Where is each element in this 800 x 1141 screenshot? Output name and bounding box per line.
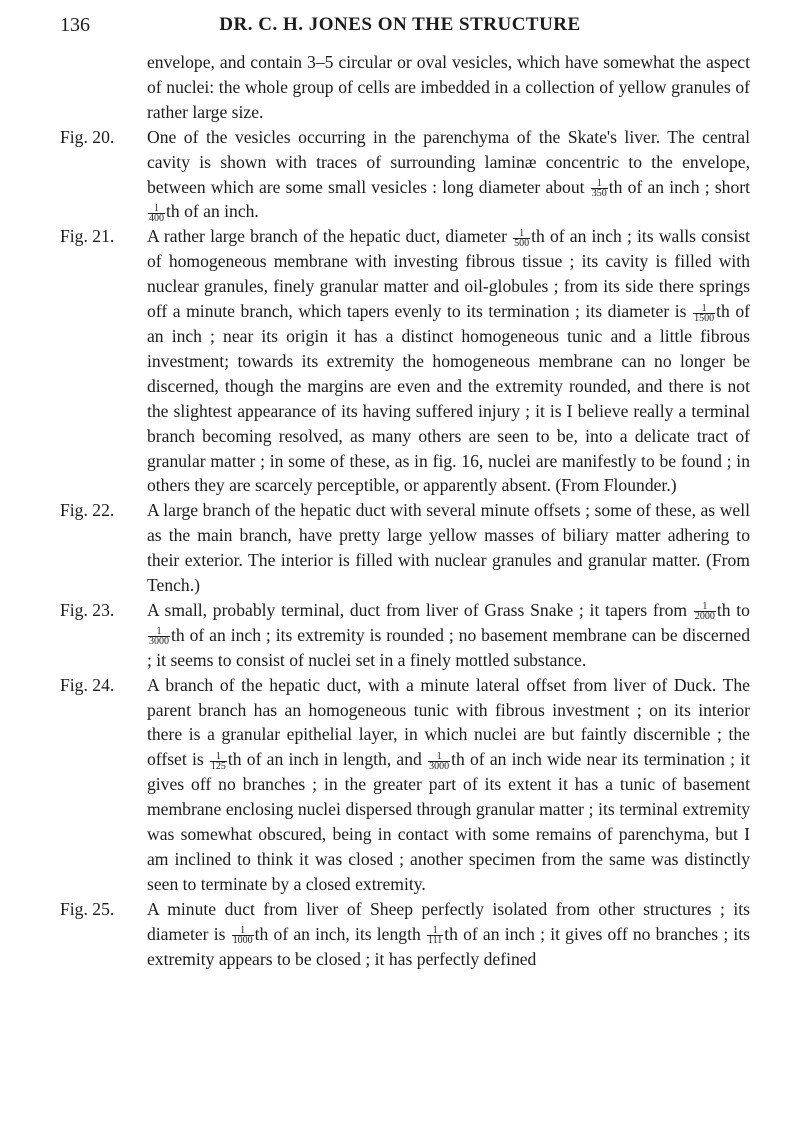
- body-text: [60, 50, 750, 972]
- fig-24-text-1: A branch of the hepatic duct, with a minute lateral offset from liver of Duck. The parent branch has an homogeneous tunic with fibrous investment ; on its interior there is a granular epithelial layer, in which nuclei are but faintly discernible ; the offset is: [147, 674, 750, 770]
- fig-25-entry: [60, 897, 750, 972]
- fig-23-text-1: A small, probably terminal, duct from liver of Grass Snake ; it tapers from: [147, 599, 688, 620]
- fraction: $\frac{1}{500}$: [514, 227, 530, 249]
- fraction: $\frac{1}{3000}$: [149, 626, 169, 648]
- fig-22-text-1: A large branch of the hepatic duct with several minute offsets ; some of these, as well as the main branch, have pretty large yellow masses of biliary matter adhering to their exterior. The interior is filled with nuclear granules and granular matter. (From Tench.): [147, 500, 750, 596]
- fig-21-label: Fig. 21.: [60, 226, 115, 247]
- fig-25-text-1: A minute duct from liver of Sheep perfectly isolated from other structures ; its diameter is: [147, 898, 750, 944]
- fraction: $\frac{1}{350}$: [591, 178, 607, 200]
- fig-20-entry: [60, 125, 750, 225]
- intro-text: envelope, and contain 3–5 circular or oval vesicles, which have somewhat the aspect of nuclei: the whole group of cells are imbedded in a collection of yellow granules of rather large size.: [147, 52, 750, 122]
- fig-20-text-2: th of an inch ; short: [608, 176, 751, 197]
- page-number: 136: [60, 14, 90, 36]
- fig-22-label: Fig. 22.: [60, 500, 115, 521]
- fig-24-label: Fig. 24.: [60, 674, 115, 695]
- fig-23-text-3: th of an inch ; its extremity is rounded ; no basement membrane can be discerned ; it seems to consist of nuclei set in a finely mottled substance.: [147, 624, 750, 670]
- intro-paragraph: [60, 50, 750, 125]
- fig-24-text-3: th of an inch wide near its termination ; it gives off no branches ; in the greater part of its extent it has a tunic of basement membrane enclosing nuclei dispersed through granular matter ; its terminal extremity was somewhat obscured, being in contact with some remains of parenchyma, but I am inclined to think it was closed ; another specimen from the same was distinctly seen to terminate by a closed extremity.: [147, 749, 751, 894]
- fig-23-label: Fig. 23.: [60, 599, 115, 620]
- fig-24-text-2: th of an inch in length, and: [227, 749, 422, 770]
- fig-23-entry: [60, 598, 750, 673]
- fig-22-entry: [60, 498, 750, 598]
- fraction: $\frac{1}{1500}$: [694, 302, 715, 324]
- page-header: [0, 14, 800, 44]
- fig-24-entry: [60, 673, 750, 897]
- fig-23-text-2: th to: [716, 599, 750, 620]
- fraction: $\frac{1}{400}$: [149, 202, 164, 224]
- fig-20-text-3: th of an inch.: [166, 201, 259, 222]
- fig-25-text-2: th of an inch, its length: [254, 923, 421, 944]
- fraction: $\frac{1}{1000}$: [232, 925, 253, 947]
- fig-21-entry: [60, 224, 750, 498]
- fig-20-text-1: One of the vesicles occurring in the parenchyma of the Skate's liver. The central cavity is shown with traces of surrounding laminæ concentric to the envelope, between which are some small vesicles : long diameter about: [147, 126, 750, 197]
- running-head: DR. C. H. JONES ON THE STRUCTURE: [219, 14, 581, 35]
- fig-21-text-1: A rather large branch of the hepatic duct, diameter: [147, 226, 507, 247]
- fig-21-text-3: th of an inch ; near its origin it has a distinct homogeneous tunic and a little fibrous investment; towards its extremity the homogeneous membrane can no longer be discerned, though the margins are even and the extremity rounded, and there is not the slightest appearance of its having suffered injury ; it is I believe really a terminal branch becoming resolved, as many others are seen to be, into a delicate tract of granular matter ; in some of these, as in fig. 16, nuclei are manifestly to be found ; in others they are scarcely perceptible, or apparently absent. (From Flounder.): [147, 301, 750, 496]
- fraction: $\frac{1}{3000}$: [429, 750, 450, 772]
- fig-21-text-2: th of an inch ; its walls consist of homogeneous membrane with investing fibrous tissue ; its cavity is filled with nuclear granules, finely granular matter and oil-globules ; from its side there springs off a minute branch, which tapers evenly to its termination ; its diameter is: [147, 226, 750, 322]
- fig-20-label: Fig. 20.: [60, 126, 115, 147]
- fig-25-label: Fig. 25.: [60, 898, 115, 919]
- fraction: $\frac{1}{111}$: [427, 925, 443, 947]
- fig-25-text-3: th of an inch ; it gives off no branches ; its extremity appears to be closed ; it has perfectly defined: [147, 923, 751, 969]
- fraction: $\frac{1}{2000}$: [694, 601, 715, 623]
- fraction: $\frac{1}{125}$: [210, 750, 226, 772]
